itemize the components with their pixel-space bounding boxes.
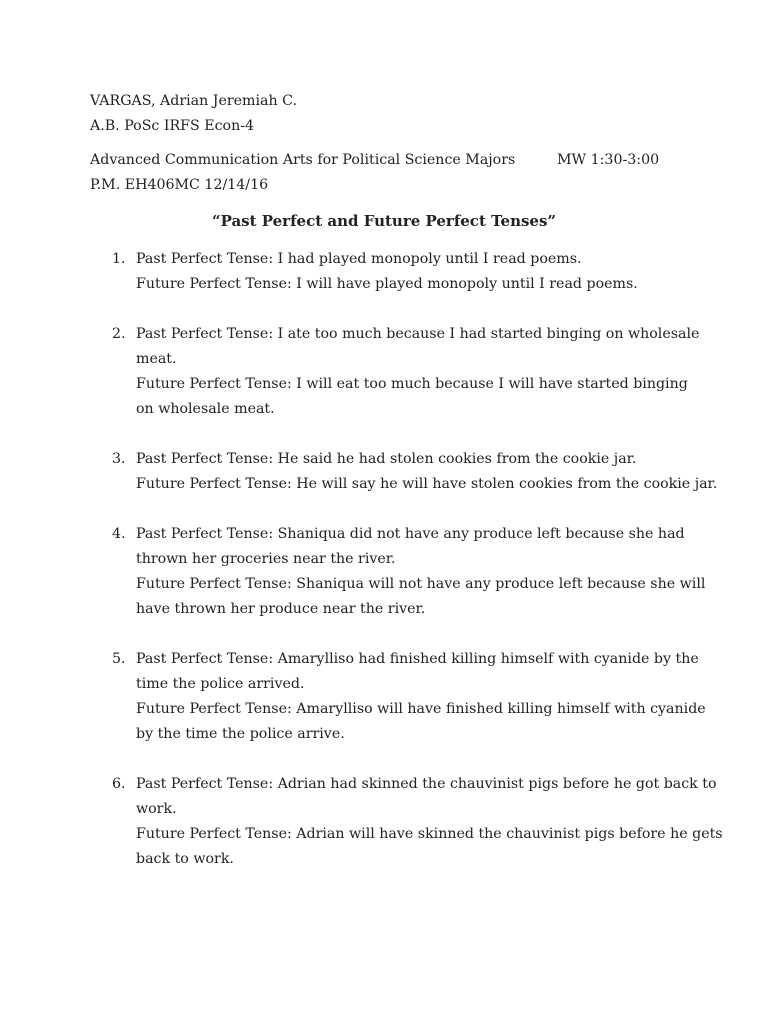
student-program: A.B. PoSc IRFS Econ-4 — [90, 118, 255, 134]
past-perfect-sentence: Past Perfect Tense: Adrian had skinned the chauvinist pigs before he got back to work. — [136, 776, 717, 817]
student-name: VARGAS, Adrian Jeremiah C. — [90, 93, 297, 109]
past-perfect-sentence: Past Perfect Tense: I had played monopoly until I read poems. — [136, 251, 582, 267]
past-perfect-sentence: Past Perfect Tense: Amarylliso had finished killing himself with cyanide by the time the police arrived. — [136, 651, 699, 692]
item-number: 3. — [112, 451, 126, 467]
past-perfect-sentence: Past Perfect Tense: He said he had stolen cookies from the cookie jar. — [136, 451, 637, 467]
item-number: 4. — [112, 526, 126, 542]
course-schedule: MW 1:30-3:00 — [557, 152, 660, 168]
course-line — [90, 148, 690, 173]
future-perfect-sentence: Future Perfect Tense: Shaniqua will not have any produce left because she will have thrown her produce near the river. — [136, 576, 706, 617]
sentence-list — [90, 247, 723, 897]
course-schedule-continued: P.M. EH406MC 12/14/16 — [90, 177, 269, 193]
future-perfect-sentence: Future Perfect Tense: Amarylliso will have finished killing himself with cyanide by the time the police arrive. — [136, 701, 706, 742]
item-number: 2. — [112, 326, 126, 342]
list-item — [90, 522, 726, 622]
list-item — [90, 647, 716, 747]
list-item — [90, 247, 681, 297]
future-perfect-sentence: Future Perfect Tense: He will say he will have stolen cookies from the cookie jar. — [136, 476, 718, 492]
list-item — [90, 447, 728, 497]
item-number: 1. — [112, 251, 126, 267]
list-item — [90, 772, 726, 872]
list-item — [90, 322, 706, 422]
future-perfect-sentence: Future Perfect Tense: I will have played monopoly until I read poems. — [136, 276, 638, 292]
past-perfect-sentence: Past Perfect Tense: Shaniqua did not have any produce left because she had thrown her groceries near the river. — [136, 526, 685, 567]
future-perfect-sentence: Future Perfect Tense: I will eat too much because I will have started binging on wholesale meat. — [136, 376, 688, 417]
document-title: “Past Perfect and Future Perfect Tenses” — [211, 212, 557, 230]
future-perfect-sentence: Future Perfect Tense: Adrian will have skinned the chauvinist pigs before he gets back to work. — [136, 826, 723, 867]
document-header — [90, 89, 690, 198]
course-title: Advanced Communication Arts for Political Science Majors — [90, 152, 516, 168]
item-number: 6. — [112, 776, 126, 792]
past-perfect-sentence: Past Perfect Tense: I ate too much because I had started binging on wholesale meat. — [136, 326, 700, 367]
item-number: 5. — [112, 651, 126, 667]
